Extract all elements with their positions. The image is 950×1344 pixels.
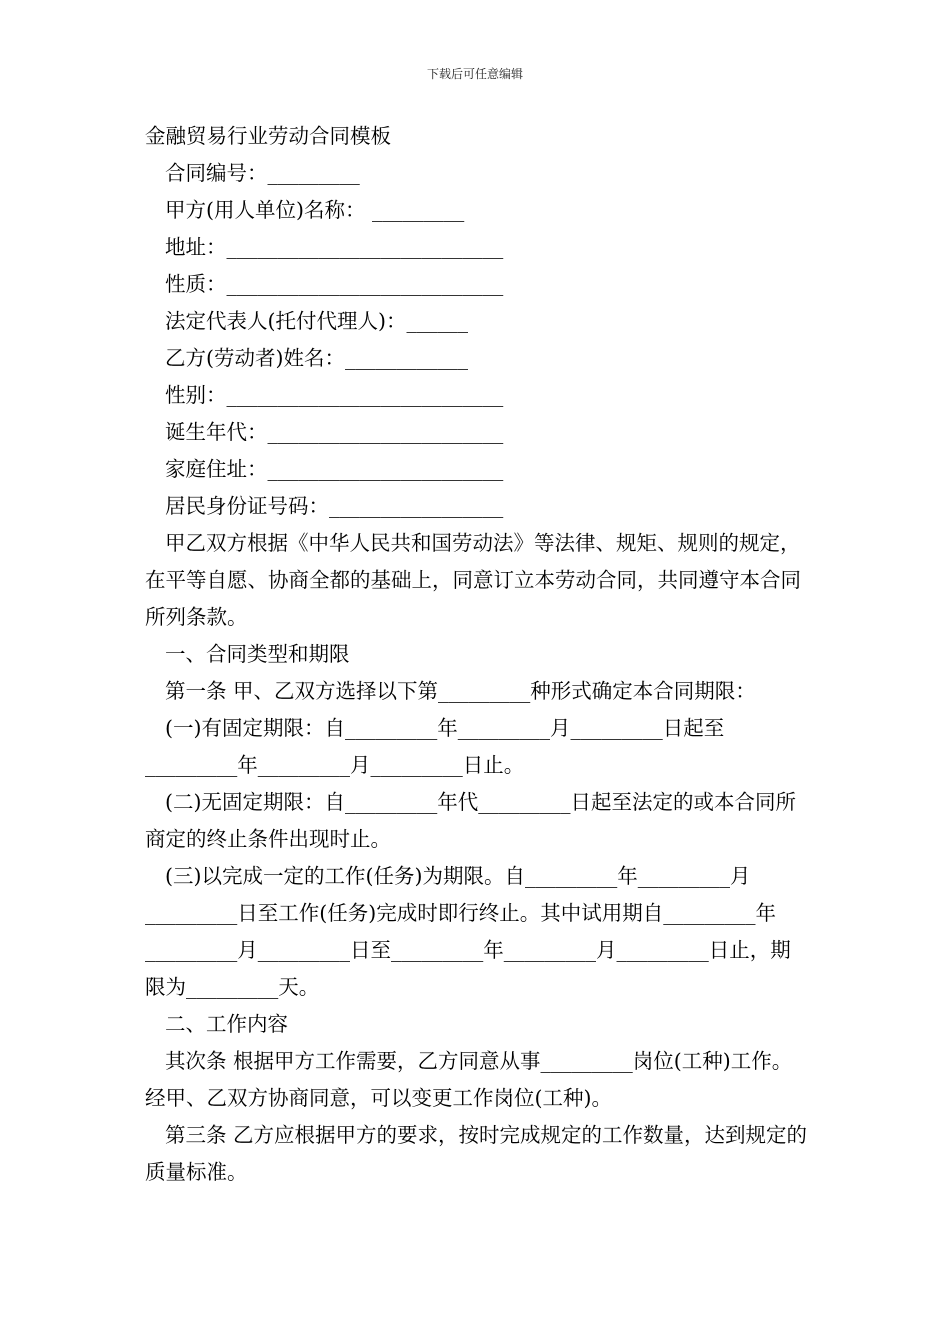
field-birth-date: 诞生年代：_______________________ (165, 420, 504, 444)
field-home-address: 家庭住址：_______________________ (165, 457, 504, 481)
section-2-heading: 二、工作内容 (165, 1012, 288, 1036)
field-contract-number: 合同编号：_________ (165, 161, 360, 185)
document-title: 金融贸易行业劳动合同模板 (145, 124, 391, 148)
article-2: 其次条 根据甲方工作需要，乙方同意从事_________岗位(工种)工作。经甲、乙双方协商同意，可以变更工作岗位(工种)。 (145, 1049, 793, 1110)
preamble-paragraph: 甲乙双方根据《中华人民共和国劳动法》等法律、规矩、规则的规定，在平等自愿、协商全都的基础上，同意订立本劳动合同，共同遵守本合同所列条款。 (145, 531, 801, 629)
option-open-term: (二)无固定期限：自_________年代_________日起至法定的或本合同所商定的终止条件出现时止。 (145, 790, 796, 851)
field-address: 地址：___________________________ (165, 235, 504, 259)
download-note: 下载后可任意编辑 (426, 67, 523, 81)
article-1: 第一条 甲、乙双方选择以下第_________种形式确定本合同期限： (165, 679, 756, 703)
option-fixed-term: (一)有固定期限：自_________年_________月_________日起至_________年_________月_________日止。 (145, 716, 725, 777)
section-1-heading: 一、合同类型和期限 (165, 642, 350, 666)
field-id-number: 居民身份证号码：_________________ (165, 494, 504, 518)
article-3: 第三条 乙方应根据甲方的要求，按时完成规定的工作数量，达到规定的质量标准。 (145, 1123, 808, 1184)
field-employee-name: 乙方(劳动者)姓名：____________ (165, 346, 468, 370)
contract-body (145, 118, 807, 1191)
field-legal-representative: 法定代表人(托付代理人)：______ (165, 309, 468, 333)
field-employer-name: 甲方(用人单位)名称： _________ (165, 198, 465, 222)
option-task-term: (三)以完成一定的工作(任务)为期限。自_________年_________月_________日至工作(任务)完成时即行终止。其中试用期自_________年_________月_________日至_________年_________月_________日止，期限为_________天。 (145, 864, 791, 999)
field-gender: 性别：___________________________ (165, 383, 504, 407)
field-nature: 性质：___________________________ (165, 272, 504, 296)
